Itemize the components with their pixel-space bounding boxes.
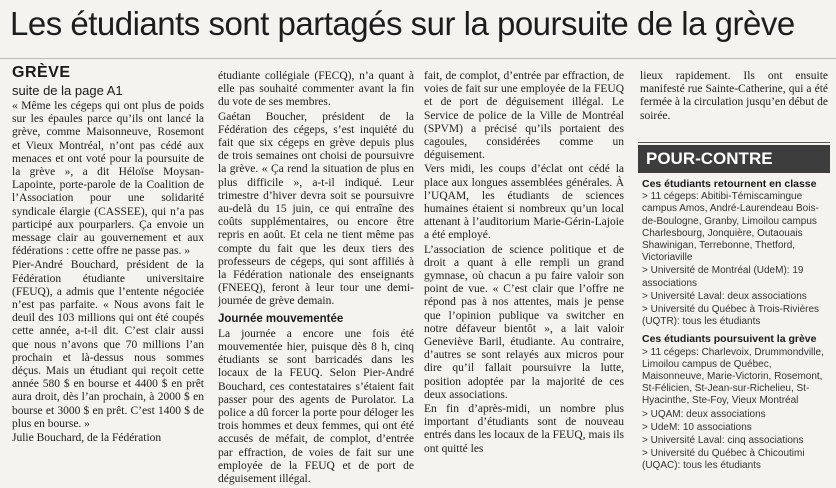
paragraph: En fin d’après-midi, un nombre plus important d’étudiants sont de nouveau entrés dans les locaux de la FEUQ, mais ils ont quitté les <box>424 403 624 455</box>
paragraph: Julie Bouchard, de la Fédération <box>12 432 162 445</box>
paragraph: L’association de science politique et de droit a quant à elle rempli un grand gymnase, où chacun a pu faire valoir son point de vue. « C’est clair que l’offre ne répond pas à nos attentes, mais je pense que l’opinion publique va switcher en notre défaveur bientôt », a lait valoir Geneviève Baril, étudiante. Au contraire, d’autres se sont relayés aux micros pour dire qu’il fallait poursuivre la lutte, position adoptée par la majorité de ces deux associations. <box>424 243 624 401</box>
sidebar-heading: Ces étudiants poursuivent la grève <box>642 333 817 346</box>
section-tag: GRÈVE <box>12 64 71 81</box>
sidebar-item: > 11 cégeps: Abitibi-Témiscamingue campus Amos, André-Laurendeau Bois-de-Boulogne, Granby, Limoilou campus Charlesbourg, Jonquière, Outaouais Shawinigan, Terrebonne, Thetford, Victoriaville <box>642 191 819 264</box>
sidebar-item: > Université du Québec à Chicoutimi (UQAC): tous les étudiants <box>642 448 805 472</box>
sidebar-item: > UdeM: 10 associations <box>642 421 752 433</box>
paragraph: étudiante collégiale (FECQ), n’a quant à elle pas souhaité commenter avant la fin du vote de ses membres. <box>218 70 414 109</box>
pour-contre-sidebar <box>638 142 830 487</box>
sidebar-item: > UQAM: deux associations <box>642 408 766 420</box>
paragraph: Gaétan Boucher, président de la Fédération des cégeps, s’est inquiété du fait que six cégeps en grève depuis plus de trois semaines ont choisi de poursuivre la grève. « Ça rend la situation de plus en plus difficile », a-t-il indiqué. Leur trimestre d’hiver devra soit se poursuivre au-delà du 15 juin, ce qui entraîne des coûts supplémentaires, ou encore être repris en août. Et cela ne tient même pas compte du fait que les deux tiers des professeurs de cégeps, qui sont affiliés à la Fédération nationale des enseignants (FNEEQ), feront à leur tour une demi-journée de grève demain. <box>218 110 414 308</box>
paragraph: La journée a encore une fois été mouvementée hier, puisque dès 8 h, cinq étudiants se sont barricadés dans les locaux de la FEUQ. Selon Pier-André Bouchard, ces contestataires s’étaient fait passer pour des agents de Purolator. La police a dû forcer la porte pour déloger les trois hommes et deux femmes, qui ont été accusés de méfait, de complot, d’entrée par effraction, de voies de fait sur une employée de la FEUQ et de port de déguisement illégal. <box>218 327 414 486</box>
divider <box>0 58 836 59</box>
section-subtitle: suite de la page A1 <box>12 83 123 98</box>
sidebar-heading: Ces étudiants retournent en classe <box>642 178 817 190</box>
paragraph: lieux rapidement. Ils ont ensuite manifesté rue Sainte-Catherine, qui a été fermée à la circulation jusqu’en début de soirée. <box>640 70 828 122</box>
paragraph: fait, de complot, d’entrée par effraction, de voies de fait sur une employée de la FEUQ et de port de déguisement illégal. Le Service de police de la Ville de Montréal (SPVM) a précisé qu’ils portaient des cagoules, considérées comme un déguisement. <box>424 70 624 162</box>
paragraph: « Même les cégeps qui ont plus de poids sur les épaules parce qu’ils ont lancé la grève, comme Maisonneuve, Rosemont et Vieux Montréal, n’ont pas cédé aux menaces et ont voté pour la poursuite de la grève », a dit Héloïse Moysan-Lapointe, porte-parole de la Coalition de l’Association pour une solidarité syndicale élargie (CASSEE), qui n’a pas participé aux pourparlers. Ça envoie un message clair au gouvernement et aux fédérations : cette offre ne passe pas. » <box>12 100 204 258</box>
sidebar-item: > Université de Montréal (UdeM): 19 associations <box>642 265 804 289</box>
sidebar-title: POUR-CONTRE <box>638 145 830 173</box>
subheading: Journée mouvementée <box>218 312 344 325</box>
sidebar-item: > 11 cégeps: Charlevoix, Drummondville, Limoilou campus de Québec, Maisonneuve, Marie-Victorin, Rosemont, St-Félicien, St-Jean-sur-Richelieu, St-Hyacinthe, Ste-Foy, Vieux Montréal <box>642 346 824 407</box>
sidebar-section-strike <box>638 333 830 472</box>
column-2 <box>218 70 414 486</box>
sidebar-item: > Université Laval: cinq associations <box>642 435 804 447</box>
sidebar-section-return <box>638 178 830 328</box>
sidebar-item: > Université du Québec à Trois-Rivières (UQTR): tous les étudiants <box>642 304 820 328</box>
paragraph: Pier-André Bouchard, président de la Fédération étudiante universitaire (FEUQ), a admis que l’entente négociée n’est pas parfaite. « Nous avons fait le deuil des 103 millions qui ont été coupés cette année, a-t-il dit. C’est clair aussi que nous n’avons que 70 millions l’an prochain et là-dessus nous sommes déçus. Mais un étudiant qui reçoit cette année 580 $ en bourse et 4400 $ en prêt aura droit, dès l’an prochain, à 2000 $ en bourse et 3000 $ en prêt. C’est 1400 $ de plus en bourse. » <box>12 259 204 430</box>
headline: Les étudiants sont partagés sur la poursuite de la grève <box>10 5 795 42</box>
column-3 <box>424 70 624 486</box>
column-4 <box>640 70 828 138</box>
paragraph: Vers midi, les coups d’éclat ont cédé la place aux longues assemblées générales. À l’UQAM, les étudiants de sciences humaines étaient si nombreux qu’un local attenant à l’auditorium Marie-Gérin-Lajoie a été employé. <box>424 163 624 242</box>
sidebar-item: > Université Laval: deux associations <box>642 290 807 302</box>
column-1 <box>12 100 204 486</box>
